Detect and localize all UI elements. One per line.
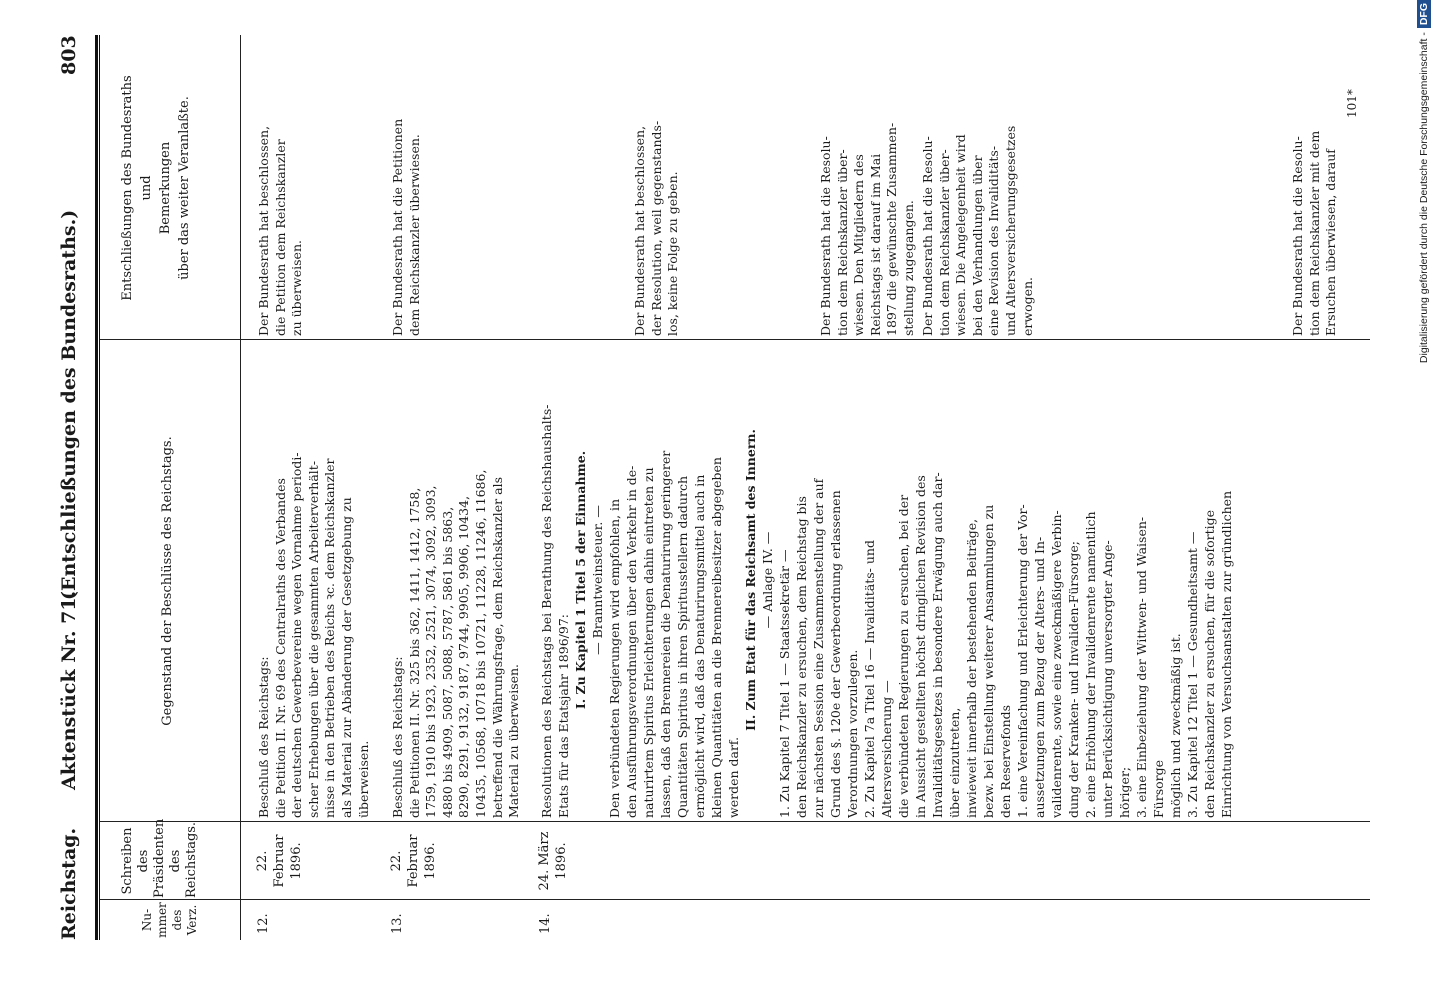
subject-line: lassen, daß den Brennereien die Denaturirung geringerer <box>658 450 673 818</box>
decision-line: Der Bundesrath hat beschlossen, <box>632 125 647 336</box>
decision-line: stellung zugegangen. <box>900 200 916 336</box>
decision-line: tion dem Reichskanzler mit dem <box>1306 130 1322 336</box>
row-decision <box>1290 40 1340 336</box>
subject-subheading: — Anlage IV. — <box>760 531 775 629</box>
col1-heading-line: mmer <box>155 902 169 938</box>
decision-line: und Altersversicherungsgesetzes <box>1002 125 1018 336</box>
col2-heading-line: des <box>168 849 183 873</box>
subject-line: Quantitäten Spiritus in ihren Spiritusstellern dadurch <box>675 476 690 818</box>
col1-heading-line: Nu- <box>140 908 154 932</box>
subject-line: die verbündeten Regierungen zu ersuchen, bei der <box>896 494 911 818</box>
subject-line: den Reservefonds <box>998 704 1013 818</box>
subject-heading: II. Zum Etat für das Reichsamt des Innern. <box>743 429 758 731</box>
subject-line: der deutschen Gewerbevereine wegen Vornahme periodi- <box>289 452 305 818</box>
subject-line: 2. Zu Kapitel 7a Titel 16 — Invaliditäts- und <box>862 540 877 818</box>
page-number: 803 <box>58 35 80 75</box>
subject-line: Beschluß des Reichstags: <box>256 656 271 818</box>
decision-line: bei den Verhandlungen über <box>969 155 985 336</box>
subject-line: werden darf. <box>726 736 741 818</box>
header-rule-thick <box>95 35 98 940</box>
col-rule-2 <box>100 821 1370 822</box>
col4-heading-line: Bemerkungen <box>158 141 173 235</box>
row-date-line: 1896. <box>289 842 304 880</box>
header-right: (Entschließungen des Bundesraths.) <box>58 209 80 600</box>
col2-heading-line: Präsidenten <box>152 818 167 898</box>
subject-line: 2. eine Erhöhung der Invalidenrente namentlich <box>1083 511 1098 818</box>
subject-line: unter Berücksichtigung unversorgter Ange- <box>1100 540 1115 818</box>
subject-line: Altersversicherung — <box>879 680 894 818</box>
col-rule-1 <box>100 899 1370 900</box>
col2-heading-line: Schreiben <box>120 827 135 895</box>
row-date-line: 1896. <box>423 842 438 880</box>
footer-mark: 101* <box>1345 89 1359 118</box>
decision-line: Reichstags ist darauf im Mai <box>867 153 883 336</box>
row-decision <box>256 40 306 336</box>
decision-line: die Petition dem Reichskanzler <box>272 139 288 336</box>
decision-line: erwogen. <box>1019 276 1035 336</box>
dfg-credit <box>1414 0 1434 1000</box>
row-subject <box>256 342 372 818</box>
col1-heading <box>140 902 200 938</box>
subject-line: zur nächsten Session eine Zusammenstellung der auf <box>811 478 826 818</box>
row-number: 13. <box>390 913 405 934</box>
subject-line: überweisen. <box>355 740 371 818</box>
decision-line: los, keine Folge zu geben. <box>665 171 681 336</box>
decision-line: Der Bundesrath hat beschlossen, <box>256 125 271 336</box>
subject-line: scher Erhebungen über die gesammten Arbeiterverhält- <box>305 460 321 818</box>
row-decision <box>632 40 682 336</box>
decision-line: wiesen. Die Angelegenheit wird <box>953 134 969 336</box>
subject-line: Einrichtung von Versuchsanstalten zur gründlichen <box>1219 490 1234 818</box>
subject-line: Etats für das Etatsjahr 1896/97: <box>556 614 571 818</box>
subject-line: den Reichskanzler zu ersuchen, für die sofortige <box>1202 509 1217 818</box>
row-date-line: 24. März <box>537 831 552 891</box>
subject-line: möglich und zweckmäßig ist. <box>1168 633 1183 818</box>
subject-line: Resolutionen des Reichstags bei Berathung des Reichshaushalts- <box>539 404 554 818</box>
decision-line: wiesen. Den Mitgliedern des <box>851 154 867 336</box>
col4-heading-line: Entschließungen des Bundesraths <box>120 75 135 301</box>
row-subject <box>538 342 1235 818</box>
row-subject <box>390 342 523 818</box>
page-header <box>52 0 92 1000</box>
subject-line: bezw. bei Einstellung weiterer Ansammlungen zu <box>981 504 996 818</box>
row-date <box>254 824 305 898</box>
subject-line: Grund des §. 120e der Gewerbeordnung erlassenen <box>828 490 843 818</box>
row-decision <box>818 40 918 336</box>
row-number: 12. <box>256 913 271 934</box>
decision-line: zu überweisen. <box>289 240 305 336</box>
subject-line: Verordnungen vorzulegen. <box>845 649 860 818</box>
row-date <box>388 824 439 898</box>
subject-line: naturirtem Spiritus Erleichterungen dahin eintreten zu <box>641 467 656 818</box>
col1-heading-line: Verz. <box>185 904 199 936</box>
subject-line: betreffend die Währungsfrage, dem Reichskanzler als <box>489 477 505 818</box>
dfg-credit-text <box>1414 0 1434 1000</box>
col2-heading-line: des <box>136 849 151 873</box>
header-middle: Aktenstück Nr. 71. <box>58 590 80 790</box>
col3-heading: Gegenstand der Beschlüsse des Reichstags. <box>160 436 175 726</box>
decision-line: Der Bundesrath hat die Petitionen <box>390 118 405 336</box>
subject-subheading: — Branntweinsteuer. — <box>590 505 605 655</box>
subject-line: 1759, 1910 bis 1923, 2352, 2521, 3074, 3092, 3093, <box>423 485 439 818</box>
subject-line: 8290, 8291, 9132, 9187, 9744, 9905, 9906, 10434, <box>456 495 472 818</box>
subject-line: die Petition II. Nr. 69 des Centralraths des Verbandes <box>272 478 288 818</box>
row-date <box>536 824 570 898</box>
decision-line: Der Bundesrath hat die Resolu- <box>1290 136 1305 336</box>
subject-line: nisse in den Betrieben des Reichs ꝛc. dem Reichskanzler <box>322 458 338 818</box>
subject-line: 1. Zu Kapitel 7 Titel 1 — Staatssekretär — <box>777 549 792 818</box>
col2-heading <box>120 818 200 898</box>
decision-line: 1897 die gewünschte Zusammen- <box>884 122 900 336</box>
header-rule-thin <box>99 35 100 940</box>
dfg-logo-badge: DFG <box>1417 0 1431 28</box>
subject-line: den Reichskanzler zu ersuchen, dem Reichstag bis <box>794 496 809 818</box>
decision-line: der Resolution, weil gegenstands- <box>648 120 664 336</box>
decision-line: tion dem Reichskanzler über- <box>936 149 952 336</box>
subject-line: die Petitionen II. Nr. 325 bis 362, 1411, 1412, 1758, <box>406 487 422 818</box>
decision-line: dem Reichskanzler überwiesen. <box>406 134 422 336</box>
subject-line: 3. eine Einbeziehung der Wittwen- und Waisen- <box>1134 516 1149 818</box>
row-date-line: 1896. <box>554 842 569 880</box>
decision-line: tion dem Reichskanzler über- <box>834 149 850 336</box>
subject-line: inwieweit innerhalb der bestehenden Beiträge, <box>964 518 979 818</box>
row-decision <box>390 40 423 336</box>
subject-line: Material zu überweisen. <box>506 663 522 818</box>
col2-heading-line: Reichstags. <box>184 821 199 898</box>
subject-line: 1. eine Vereinfachung und Erleichterung der Vor- <box>1015 504 1030 818</box>
row-decision <box>920 40 1036 336</box>
decision-line: Ersuchen überwiesen, darauf <box>1323 149 1339 336</box>
subject-line: über einzutreten, <box>947 707 962 818</box>
col4-heading-line: über das weiter Veranlaßte. <box>177 96 192 280</box>
subject-line: kleinen Quantitäten an die Brennereibesitzer abgegeben <box>709 457 724 818</box>
col4-heading <box>118 38 194 338</box>
decision-line: eine Revision des Invaliditäts- <box>986 145 1002 336</box>
subject-line: Fürsorge <box>1151 759 1166 818</box>
subject-line: Den verbündeten Regierungen wird empfohlen, in <box>607 498 622 818</box>
col-rule-3 <box>100 339 1370 340</box>
col1-heading-line: des <box>170 909 184 931</box>
decision-line: Der Bundesrath hat die Resolu- <box>920 136 935 336</box>
row-date-line: 22. Februar <box>389 834 421 888</box>
subject-line: 4880 bis 4909, 5087, 5088, 5787, 5861 bis 5863, <box>439 506 455 818</box>
decision-line: Der Bundesrath hat die Resolu- <box>818 136 833 336</box>
header-left: Reichstag. <box>58 827 80 940</box>
subject-line: höriger; <box>1117 766 1132 818</box>
subject-line: ermöglicht wird, daß das Denaturirungsmittel auch in <box>692 474 707 818</box>
subject-line: validenrente, sowie eine zweckmäßigere Verbin- <box>1049 510 1064 818</box>
subject-line: in Aussicht gestellten höchst dringlichen Revision des <box>913 475 928 818</box>
subject-line: 10435, 10568, 10718 bis 10721, 11228, 11246, 11686, <box>472 469 488 818</box>
subject-line: 3. Zu Kapitel 12 Titel 1 — Gesundheitsamt — <box>1185 531 1200 818</box>
subject-line: aussetzungen zum Bezug der Alters- und In- <box>1032 536 1047 818</box>
dfg-credit-label: Digitalisierung gefördert durch die Deutsche Forschungsgemeinschaft - <box>1418 32 1430 364</box>
subject-line: den Ausführungsverordnungen über den Verkehr in de- <box>624 465 639 818</box>
row-number: 14. <box>538 913 553 934</box>
subject-line: als Material zur Abänderung der Gesetzgebung zu <box>338 497 354 818</box>
column-header-rule <box>240 35 241 940</box>
subject-line: Beschluß des Reichstags: <box>390 656 405 818</box>
row-date-line: 22. Februar <box>255 834 287 888</box>
subject-line: Invaliditätsgesetzes in besondere Erwägung auch dar- <box>930 472 945 818</box>
subject-line: dung der Kranken- und Invaliden-Fürsorge; <box>1066 541 1081 818</box>
subject-heading: I. Zu Kapitel 1 Titel 5 der Einnahme. <box>573 450 588 710</box>
col4-heading-line: und <box>139 175 154 201</box>
